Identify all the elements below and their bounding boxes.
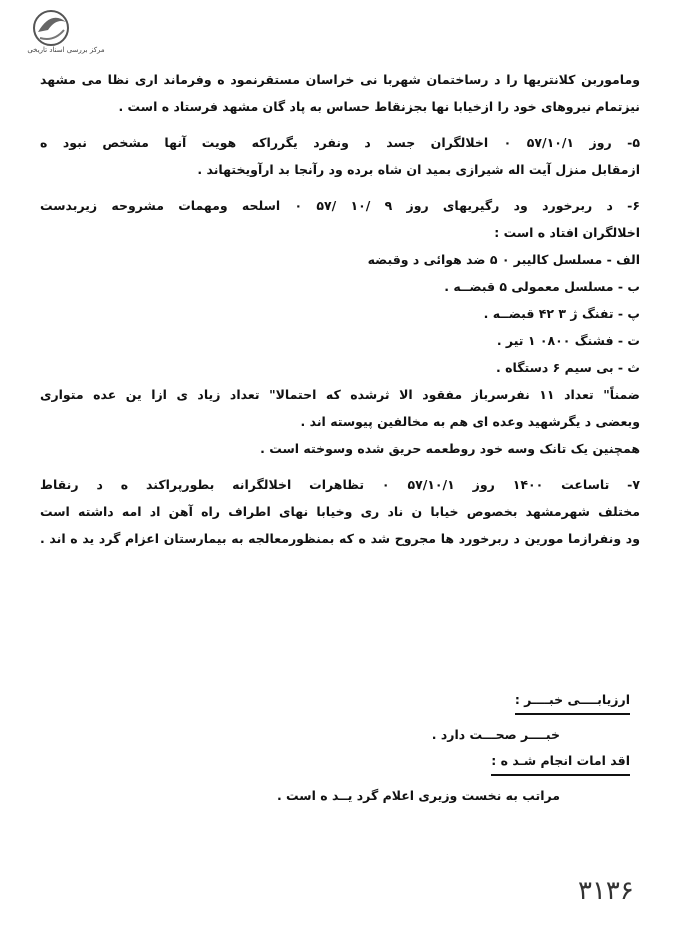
actions-heading: اقد امات انجام شـد ه : [491,749,630,776]
list-item: ث - بی سیم ۶ دستگاه . [496,360,640,375]
report-footer [60,688,630,810]
body-line: ۷- تاساعت ۱۴۰۰ روز ۵۷/۱۰/۱ ۰ تظاهرات اخلالگرانه بطورپراکند ه د رنقاط [40,477,640,492]
list-item: ت - فشنگ ۰۸۰۰ ۱ تیر . [496,333,640,348]
assessment-heading: ارزیابــــی خبــــر : [515,688,630,715]
assessment-value: خبــــر صحـــت دارد . [431,727,560,742]
actions-value: مراتب به نخست وزیری اعلام گرد یــد ه است . [276,788,560,803]
body-line: همچنین یک تانک وسه خود روطعمه حریق شده وسوخته است . [260,441,640,456]
list-item: ب - مسلسل معمولی ۵ قبضــه . [444,279,640,294]
body-line: ود ونفرازما مورین د ربرخورد ها مجروح شد ه که بمنظورمعالجه به بیمارستان اعزام گرد ید ه اند . [40,531,640,546]
body-line: ازمقابل منزل آیت اله شیرازی بمید ان شاه برده ود رآنجا بد ارآویختهاند . [197,162,640,177]
report-body [40,66,640,552]
body-line: ۵- روز ۵۷/۱۰/۱ ۰ اخلالگران جسد د ونفرد یگرراکه هویت آنها مشخص نبود ه [40,135,640,150]
body-line: نیزتمام نیروهای خود را ازخیابا نها بجزنقاط حساس به پاد گان مشهد فرستاد ه است . [118,99,640,114]
body-line: ضمناً" تعداد ۱۱ نفرسرباز مفقود الا ثرشده که احتمالا" تعداد زیاد ی ازا ین عده متواری [40,387,640,402]
body-line: وبعضی د یگرشهید وعده ای هم به مخالفین پیوسته اند . [300,414,640,429]
body-line: وماموربن کلانتریها را د رساختمان شهربا نی خراسان مستقرنمود ه وفرماند اری نظا می مشهد [40,72,640,87]
list-item: الف - مسلسل کالیبر ۰ ۵ ضد هوائی د وقبضه [367,252,640,267]
logo-caption: مرکز بررسی اسناد تاریخی [27,46,105,54]
body-line: اخلالگران افتاد ه است : [494,225,640,240]
body-line: مختلف شهرمشهد بخصوص خیابا ن ناد ری وخیابا نهای اطراف راه آهن اد امه داشته است [40,504,640,519]
body-line: ۶- د ربرخورد ود رگیریهای روز ۹ /۱۰ /۵۷ ۰ اسلحه ومهمات مشروحه زیربدست [40,198,640,213]
page-number: ۳۱۳۶ [578,876,634,906]
list-item: پ - تفنگ ژ ۳ ۴۲ قبضــه . [483,306,640,321]
